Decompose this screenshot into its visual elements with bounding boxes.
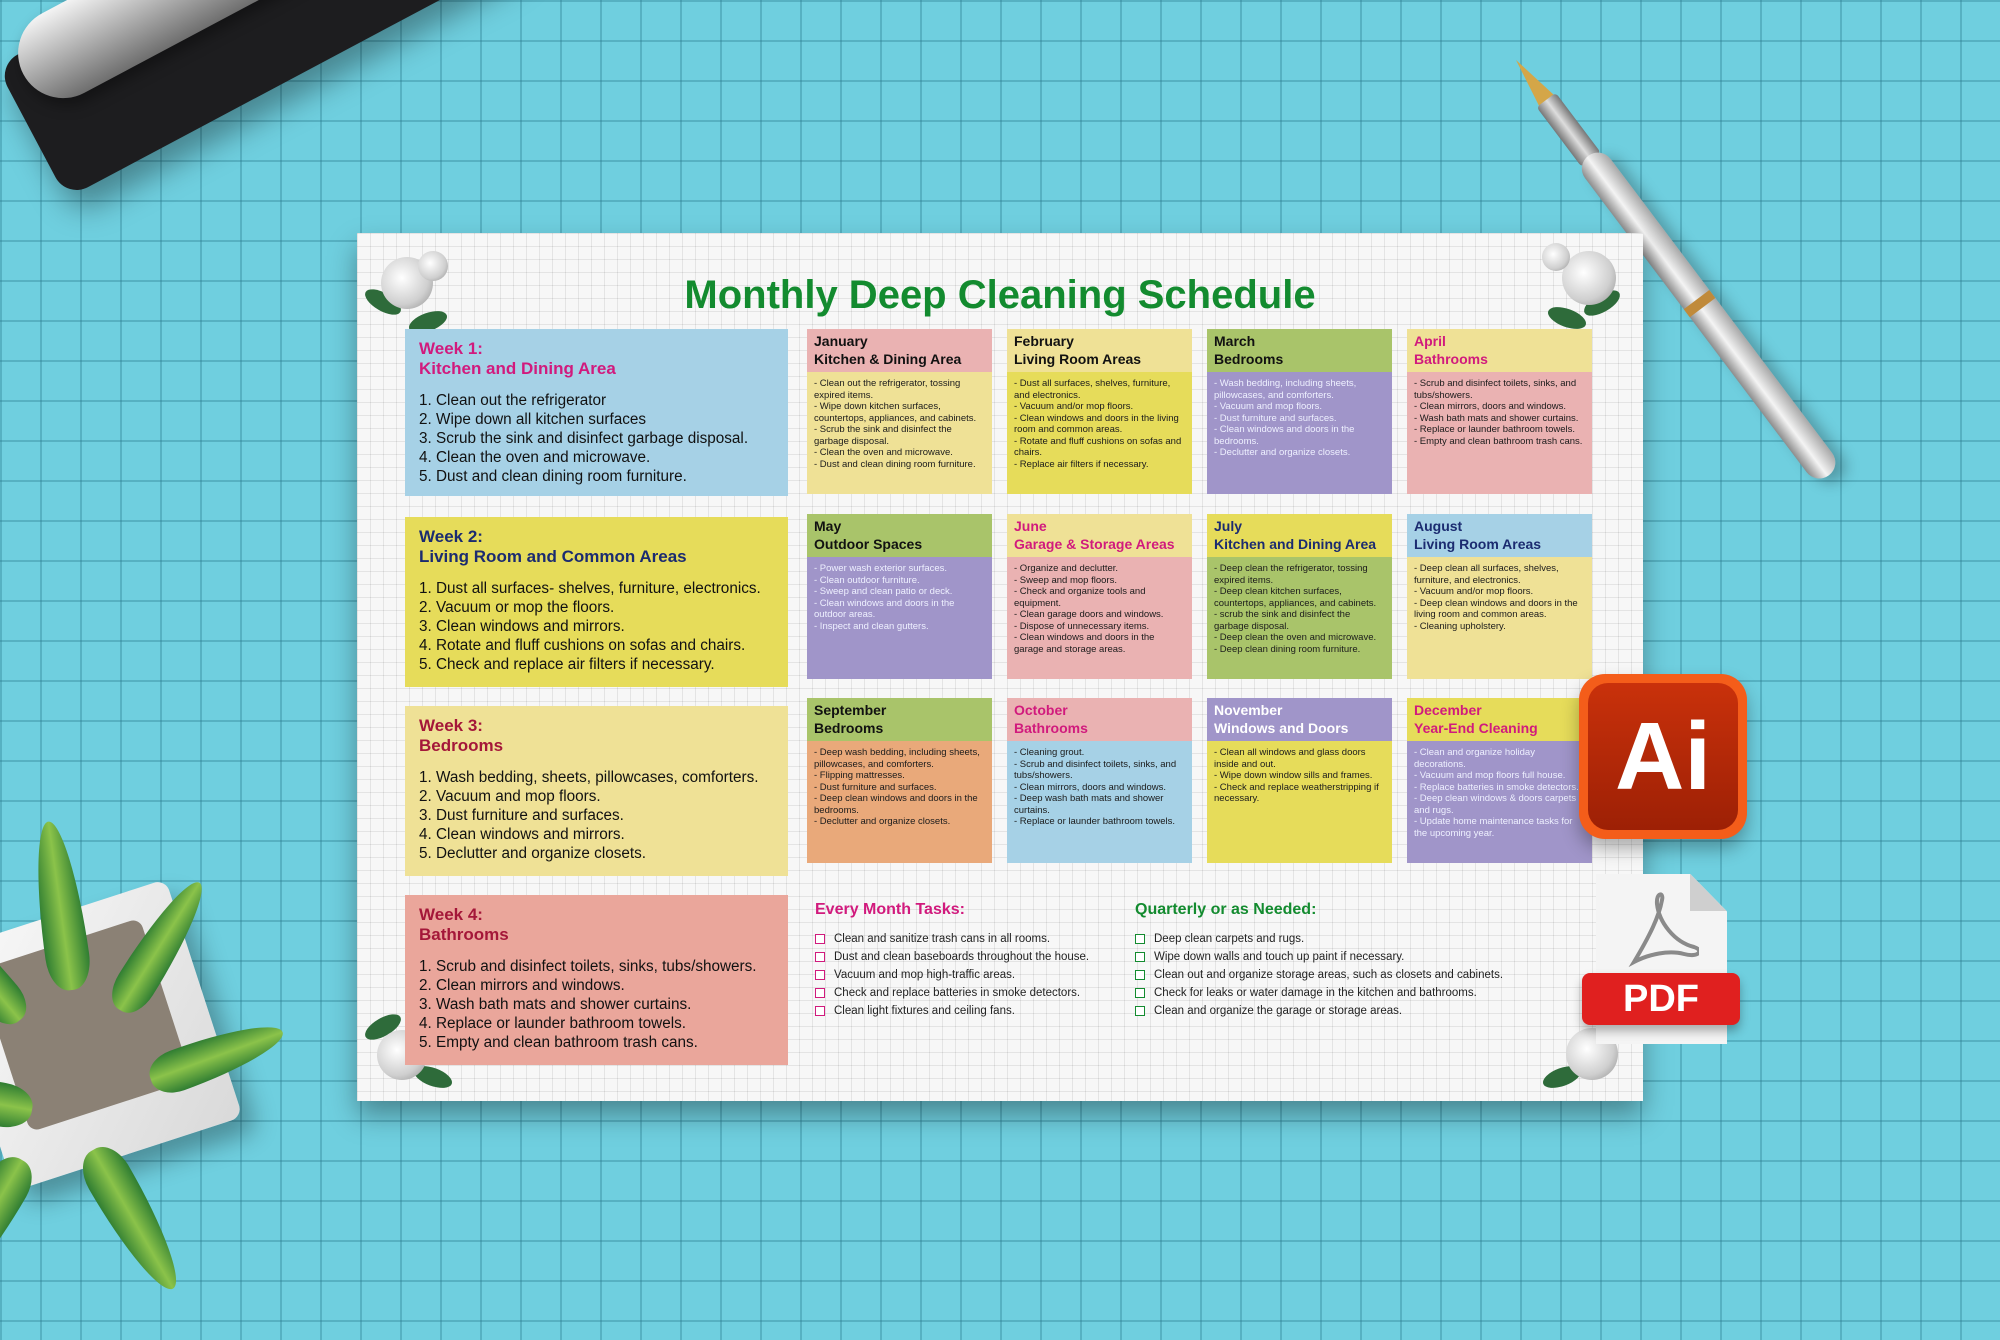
month-task: - Clean mirrors, doors and windows. — [1414, 401, 1567, 412]
month-task: - Deep clean the refrigerator, tossing expired items. — [1214, 563, 1368, 586]
month-card-november — [1207, 698, 1392, 863]
month-task: - Clean the oven and microwave. — [814, 447, 953, 458]
month-task: - Deep clean windows and doors in the bedrooms. — [814, 793, 978, 816]
week-label: Week 2: — [419, 527, 483, 546]
checkbox[interactable] — [815, 988, 825, 998]
month-name: August — [1414, 518, 1463, 534]
month-task: - Scrub the sink and disinfect the garbage disposal. — [814, 424, 952, 447]
month-task: - Wipe down window sills and frames. — [1214, 770, 1373, 781]
month-task: - Cleaning upholstery. — [1414, 620, 1506, 632]
month-task: - Wipe down kitchen surfaces, countertops, appliances, and cabinets. — [814, 401, 977, 424]
every-month-title: Every Month Tasks: — [815, 901, 965, 918]
month-area: Bathrooms — [1014, 720, 1088, 736]
week-item: 5. Dust and clean dining room furniture. — [419, 468, 687, 485]
month-card-may — [807, 514, 992, 679]
month-task: - Clean windows and doors in the bedrooms. — [1214, 424, 1355, 447]
month-name: October — [1014, 702, 1068, 718]
month-card-september — [807, 698, 992, 863]
month-task: - Check and organize tools and equipment. — [1014, 586, 1146, 609]
month-task: - Check and replace weatherstripping if necessary. — [1214, 781, 1379, 804]
month-name: September — [814, 702, 887, 718]
month-card-march — [1207, 329, 1392, 494]
month-task: - Deep clean dining room furniture. — [1214, 643, 1361, 655]
week-item: 1. Clean out the refrigerator — [419, 392, 607, 409]
month-card-december — [1407, 698, 1592, 863]
month-task: - Organize and declutter. — [1014, 563, 1119, 574]
task-label: Check and replace batteries in smoke detectors. — [834, 987, 1081, 999]
acrobat-swirl-icon — [1624, 892, 1699, 972]
month-task: - Clean out the refrigerator, tossing expired items. — [814, 378, 961, 401]
week-item: 4. Rotate and fluff cushions on sofas and chairs. — [419, 637, 746, 654]
week-label: Week 3: — [419, 716, 483, 735]
month-area: Bedrooms — [814, 720, 884, 736]
checkbox[interactable] — [815, 970, 825, 980]
pdf-label: PDF — [1582, 973, 1740, 1025]
week-item: 1. Wash bedding, sheets, pillowcases, comforters. — [419, 769, 759, 786]
page-title: Monthly Deep Cleaning Schedule — [684, 273, 1316, 317]
every-month-task[interactable] — [815, 1005, 1015, 1017]
month-card-august — [1407, 514, 1592, 679]
month-name: July — [1214, 518, 1243, 534]
month-task: - Clean garage doors and windows. — [1014, 609, 1164, 620]
checkbox[interactable] — [1135, 934, 1145, 944]
month-task: - Dispose of unnecessary items. — [1014, 620, 1150, 632]
quarterly-task[interactable] — [1135, 987, 1477, 999]
every-month-task[interactable] — [815, 969, 1015, 981]
week-item: 1. Scrub and disinfect toilets, sinks, tubs/showers. — [419, 958, 757, 975]
month-task: - Vacuum and/or mop floors. — [1414, 586, 1534, 597]
month-card-february — [1007, 329, 1192, 494]
month-task: - Wash bedding, including sheets, pillowcases, and comforters. — [1214, 378, 1357, 401]
quarterly-task[interactable] — [1135, 933, 1304, 945]
week-card-2 — [405, 517, 788, 687]
month-task: - Dust and clean dining room furniture. — [814, 458, 976, 470]
week-item: 3. Wash bath mats and shower curtains. — [419, 996, 692, 1013]
month-task: - Sweep and mop floors. — [1014, 574, 1117, 586]
week-item: 2. Vacuum and mop floors. — [419, 788, 601, 805]
every-month-task[interactable] — [815, 951, 1089, 963]
week-item: 5. Check and replace air filters if necessary. — [419, 656, 715, 673]
month-task: - Deep clean windows and doors in the living room and common areas. — [1414, 597, 1578, 620]
month-task: - Replace or launder bathroom towels. — [1014, 816, 1176, 827]
month-name: December — [1414, 702, 1482, 718]
month-area: Year-End Cleaning — [1414, 720, 1538, 736]
month-task: - Deep clean the oven and microwave. — [1214, 632, 1377, 643]
task-label: Wipe down walls and touch up paint if necessary. — [1154, 951, 1405, 963]
week-item: 4. Replace or launder bathroom towels. — [419, 1015, 686, 1032]
succulent-plant — [0, 880, 280, 1340]
checkbox[interactable] — [1135, 952, 1145, 962]
task-label: Deep clean carpets and rugs. — [1154, 933, 1305, 945]
week-item: 2. Vacuum or mop the floors. — [419, 599, 615, 616]
week-label: Week 1: — [419, 339, 483, 358]
month-task: - Power wash exterior surfaces. — [814, 563, 948, 574]
checkbox[interactable] — [1135, 970, 1145, 980]
checkbox[interactable] — [1135, 1006, 1145, 1016]
month-card-april — [1407, 329, 1592, 494]
month-task: - Inspect and clean gutters. — [814, 620, 929, 632]
task-label: Clean light fixtures and ceiling fans. — [834, 1005, 1015, 1017]
month-area: Kitchen and Dining Area — [1214, 536, 1377, 552]
checkbox[interactable] — [815, 934, 825, 944]
month-name: March — [1214, 333, 1256, 349]
month-task: - Dust furniture and surfaces. — [814, 781, 937, 793]
week-title: Bathrooms — [419, 925, 509, 944]
week-item: 2. Wipe down all kitchen surfaces — [419, 411, 647, 428]
month-area: Outdoor Spaces — [814, 536, 923, 552]
week-item: 2. Clean mirrors and windows. — [419, 977, 625, 994]
month-name: November — [1214, 702, 1283, 718]
ai-label: Ai — [1588, 683, 1738, 830]
month-name: June — [1014, 518, 1047, 534]
month-task: - Deep wash bedding, including sheets, pillowcases, and comforters. — [814, 747, 980, 770]
checkbox[interactable] — [815, 952, 825, 962]
checkbox[interactable] — [815, 1006, 825, 1016]
month-task: - Replace or launder bathroom towels. — [1414, 424, 1576, 435]
month-area: Kitchen & Dining Area — [814, 351, 962, 367]
quarterly-task[interactable] — [1135, 1005, 1402, 1017]
month-task: - Deep clean windows & doors carpets and rugs. — [1414, 793, 1577, 816]
week-card-1 — [405, 329, 788, 496]
month-task: - Dust all surfaces, shelves, furniture, and electronics. — [1014, 378, 1171, 401]
week-label: Week 4: — [419, 905, 483, 924]
month-task: - Clean windows and doors in the living room and common areas. — [1014, 412, 1179, 435]
month-name: February — [1014, 333, 1074, 349]
week-card-3 — [405, 706, 788, 876]
week-item: 3. Dust furniture and surfaces. — [419, 807, 624, 824]
month-task: - Vacuum and mop floors. — [1214, 401, 1323, 412]
month-name: May — [814, 518, 842, 534]
month-task: - Wash bath mats and shower curtains. — [1414, 412, 1579, 424]
month-task: - Cleaning grout. — [1014, 747, 1085, 758]
month-name: January — [814, 333, 868, 349]
month-area: Living Room Areas — [1414, 536, 1542, 552]
quarterly-task[interactable] — [1135, 951, 1404, 963]
month-task: - Clean all windows and glass doors inside and out. — [1214, 747, 1366, 770]
month-task: - Deep clean all surfaces, shelves, furniture, and electronics. — [1414, 563, 1559, 586]
month-task: - scrub the sink and disinfect the garbage disposal. — [1214, 609, 1351, 632]
month-task: - Clean windows and doors in the outdoor areas. — [814, 597, 955, 620]
month-task: - Declutter and organize closets. — [1214, 447, 1351, 458]
quarterly-task[interactable] — [1135, 969, 1503, 981]
month-card-july — [1207, 514, 1392, 679]
month-task: - Replace air filters if necessary. — [1014, 458, 1149, 470]
month-task: - Deep clean kitchen surfaces, countertops, appliances, and cabinets. — [1214, 586, 1377, 609]
week-item: 5. Declutter and organize closets. — [419, 845, 647, 862]
week-item: 1. Dust all surfaces- shelves, furniture, electronics. — [419, 580, 761, 597]
week-title: Bedrooms — [419, 736, 504, 755]
month-task: - Vacuum and/or mop floors. — [1014, 401, 1134, 412]
month-task: - Empty and clean bathroom trash cans. — [1414, 435, 1583, 447]
week-card-4 — [405, 895, 788, 1065]
task-label: Clean and organize the garage or storage areas. — [1154, 1005, 1403, 1017]
month-task: - Dust furniture and surfaces. — [1214, 412, 1337, 424]
month-area: Windows and Doors — [1214, 720, 1349, 736]
month-task: - Clean mirrors, doors and windows. — [1014, 781, 1167, 793]
hole-punch — [0, 0, 575, 225]
month-task: - Clean and organize holiday decorations. — [1414, 747, 1535, 770]
month-task: - Flipping mattresses. — [814, 770, 905, 781]
month-task: - Deep wash bath mats and shower curtains. — [1014, 793, 1164, 816]
week-item: 3. Scrub the sink and disinfect garbage disposal. — [419, 430, 749, 447]
checkbox[interactable] — [1135, 988, 1145, 998]
week-title: Kitchen and Dining Area — [419, 359, 616, 378]
month-task: - Update home maintenance tasks for the upcoming year. — [1414, 816, 1573, 839]
cleaning-schedule-sheet — [357, 233, 1643, 1101]
month-name: April — [1414, 333, 1446, 349]
task-label: Check for leaks or water damage in the kitchen and bathrooms. — [1154, 987, 1477, 999]
week-item: 5. Empty and clean bathroom trash cans. — [419, 1034, 698, 1051]
task-label: Clean and sanitize trash cans in all rooms. — [834, 933, 1051, 945]
month-area: Living Room Areas — [1014, 351, 1142, 367]
month-card-june — [1007, 514, 1192, 679]
month-card-october — [1007, 698, 1192, 863]
every-month-task[interactable] — [815, 987, 1080, 999]
week-item: 3. Clean windows and mirrors. — [419, 618, 625, 635]
month-task: - Replace batteries in smoke detectors. — [1414, 781, 1579, 793]
month-area: Bedrooms — [1214, 351, 1284, 367]
week-item: 4. Clean the oven and microwave. — [419, 449, 651, 466]
month-task: - Sweep and clean patio or deck. — [814, 586, 953, 597]
month-card-january — [807, 329, 992, 494]
every-month-task[interactable] — [815, 933, 1050, 945]
week-title: Living Room and Common Areas — [419, 547, 687, 566]
month-task: - Scrub and disinfect toilets, sinks, and tubs/showers. — [1414, 378, 1577, 401]
task-label: Dust and clean baseboards throughout the house. — [834, 951, 1090, 963]
task-label: Clean out and organize storage areas, such as closets and cabinets. — [1154, 969, 1504, 981]
month-task: - Clean outdoor furniture. — [814, 574, 920, 586]
month-task: - Clean windows and doors in the garage and storage areas. — [1014, 632, 1155, 655]
month-area: Garage & Storage Areas — [1014, 536, 1175, 552]
month-task: - Rotate and fluff cushions on sofas and chairs. — [1014, 435, 1182, 458]
illustrator-file-icon — [1579, 674, 1747, 839]
week-item: 4. Clean windows and mirrors. — [419, 826, 625, 843]
month-area: Bathrooms — [1414, 351, 1488, 367]
month-task: - Vacuum and mop floors full house. — [1414, 770, 1566, 781]
month-task: - Declutter and organize closets. — [814, 816, 951, 827]
quarterly-title: Quarterly or as Needed: — [1135, 901, 1317, 918]
month-task: - Scrub and disinfect toilets, sinks, and tubs/showers. — [1014, 758, 1177, 781]
task-label: Vacuum and mop high-traffic areas. — [834, 969, 1016, 981]
